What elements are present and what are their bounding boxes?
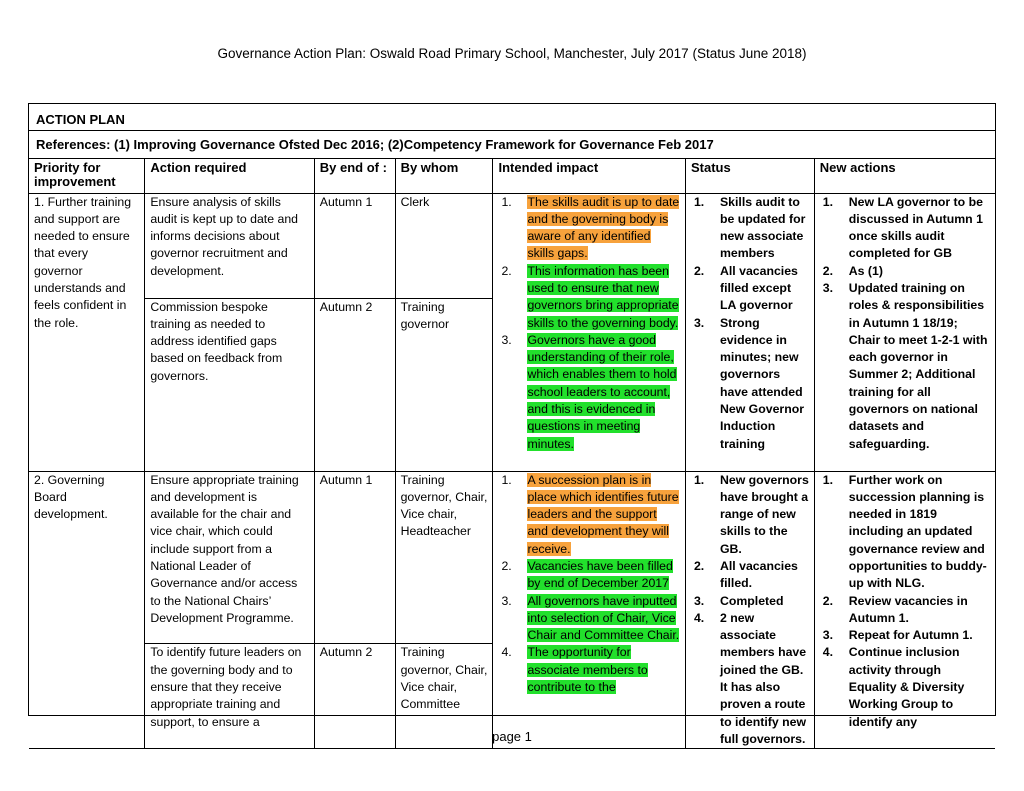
priority-cell: 1. Further training and support are needed to ensure that every governor understands and feels confident in the role. bbox=[29, 193, 145, 471]
action-cell: Ensure appropriate training and development is available for the chair and vice chair, which could include support from a National Leader of Governance and/or access to the National Chairs’ Development Programme. bbox=[145, 471, 314, 644]
list-item: 4. Continue inclusion activity through Equality & Diversity Working Group to identify any bbox=[822, 645, 965, 729]
table-row bbox=[29, 193, 995, 298]
by-whom-cell: Clerk bbox=[395, 193, 493, 298]
list-item: 1. A succession plan is in place which identifies future leaders and the support and development they will receive. bbox=[501, 472, 679, 556]
list-item: 3. Updated training on roles & responsibilities in Autumn 1 18/19; Chair to meet 1-2-1 with each governor in Summer 2; Additional training for all governors on national datasets and safeguarding. bbox=[822, 280, 988, 451]
by-whom-cell: Training governor, Chair, Vice chair, Headteacher bbox=[395, 471, 493, 644]
list-item: 2. All vacancies filled. bbox=[693, 558, 798, 591]
by-end-cell: Autumn 2 bbox=[314, 298, 395, 471]
header-impact: Intended impact bbox=[493, 159, 686, 193]
plan-grid bbox=[29, 159, 995, 749]
action-cell: Ensure analysis of skills audit is kept up to date and informs decisions about governor recruitment and development. bbox=[145, 193, 314, 298]
new-actions-cell bbox=[814, 471, 995, 749]
impact-list bbox=[498, 472, 680, 697]
priority-cell: 2. Governing Board development. bbox=[29, 471, 145, 749]
list-item: 2. All vacancies filled except LA governor bbox=[693, 263, 798, 313]
header-priority: Priority for improvement bbox=[29, 159, 145, 193]
by-end-cell: Autumn 2 bbox=[314, 644, 395, 749]
list-item: 4. The opportunity for associate members to contribute to the bbox=[501, 645, 648, 695]
list-item: 2. Vacancies have been filled by end of December 2017 bbox=[501, 558, 673, 591]
list-item: 1. New governors have brought a range of new skills to the GB. bbox=[693, 472, 809, 556]
list-item: 3. Completed bbox=[693, 593, 784, 608]
by-whom-cell: Training governor, Chair, Vice chair, Committee bbox=[395, 644, 493, 749]
list-item: 3. Repeat for Autumn 1. bbox=[822, 628, 973, 643]
list-item: 3. Governors have a good understanding of their role, which enables them to hold school leaders to account, and this is evidenced in questions in meeting minutes. bbox=[501, 332, 677, 451]
action-plan-heading: ACTION PLAN bbox=[29, 104, 995, 131]
status-list bbox=[691, 194, 809, 453]
status-cell bbox=[685, 471, 814, 749]
list-item: 4. 2 new associate members have joined the GB. It has also proven a route to identify new full governors. bbox=[693, 610, 807, 746]
by-end-cell: Autumn 1 bbox=[314, 193, 395, 298]
impact-cell bbox=[493, 193, 686, 471]
references-line: References: (1) Improving Governance Ofsted Dec 2016; (2)Competency Framework for Governance Feb 2017 bbox=[29, 131, 995, 159]
by-whom-cell: Training governor bbox=[395, 298, 493, 471]
header-status: Status bbox=[685, 159, 814, 193]
page-number: page 1 bbox=[492, 729, 532, 744]
header-new-actions: New actions bbox=[814, 159, 995, 193]
by-end-cell: Autumn 1 bbox=[314, 471, 395, 644]
list-item: 3. All governors have inputted into selection of Chair, Vice Chair and Committee Chair. bbox=[501, 593, 680, 643]
impact-list bbox=[498, 194, 680, 453]
list-item: 2. As (1) bbox=[822, 263, 883, 278]
list-item: 1. The skills audit is up to date and the governing body is aware of any identified skills gaps. bbox=[501, 194, 680, 261]
list-item: 2. Review vacancies in Autumn 1. bbox=[822, 593, 968, 625]
list-item: 1. Skills audit to be updated for new associate members bbox=[693, 194, 806, 261]
new-actions-cell bbox=[814, 193, 995, 471]
new-actions-list bbox=[820, 194, 990, 453]
list-item: 1. Further work on succession planning is needed in 1819 including an updated governance review and opportunities to buddy-up with NLG. bbox=[822, 472, 987, 591]
table-row bbox=[29, 471, 995, 644]
status-cell bbox=[685, 193, 814, 471]
list-item: 1. New LA governor to be discussed in Autumn 1 once skills audit completed for GB bbox=[822, 194, 983, 261]
header-action: Action required bbox=[145, 159, 314, 193]
new-actions-list bbox=[820, 472, 990, 731]
header-by-whom: By whom bbox=[395, 159, 493, 193]
action-cell: Commission bespoke training as needed to address identified gaps based on feedback from governors. bbox=[145, 298, 314, 471]
header-by-end: By end of : bbox=[314, 159, 395, 193]
document-title: Governance Action Plan: Oswald Road Primary School, Manchester, July 2017 (Status June 2018) bbox=[217, 46, 807, 61]
list-item: 3. Strong evidence in minutes; new governors have attended New Governor Induction training bbox=[693, 315, 805, 451]
header-row bbox=[29, 159, 995, 193]
status-list bbox=[691, 472, 809, 749]
action-cell: To identify future leaders on the governing body and to ensure that they receive appropriate training and support, to ensure a bbox=[145, 644, 314, 749]
impact-cell bbox=[493, 471, 686, 749]
list-item: 2. This information has been used to ensure that new governors bring appropriate skills to the governing body. bbox=[501, 263, 679, 330]
